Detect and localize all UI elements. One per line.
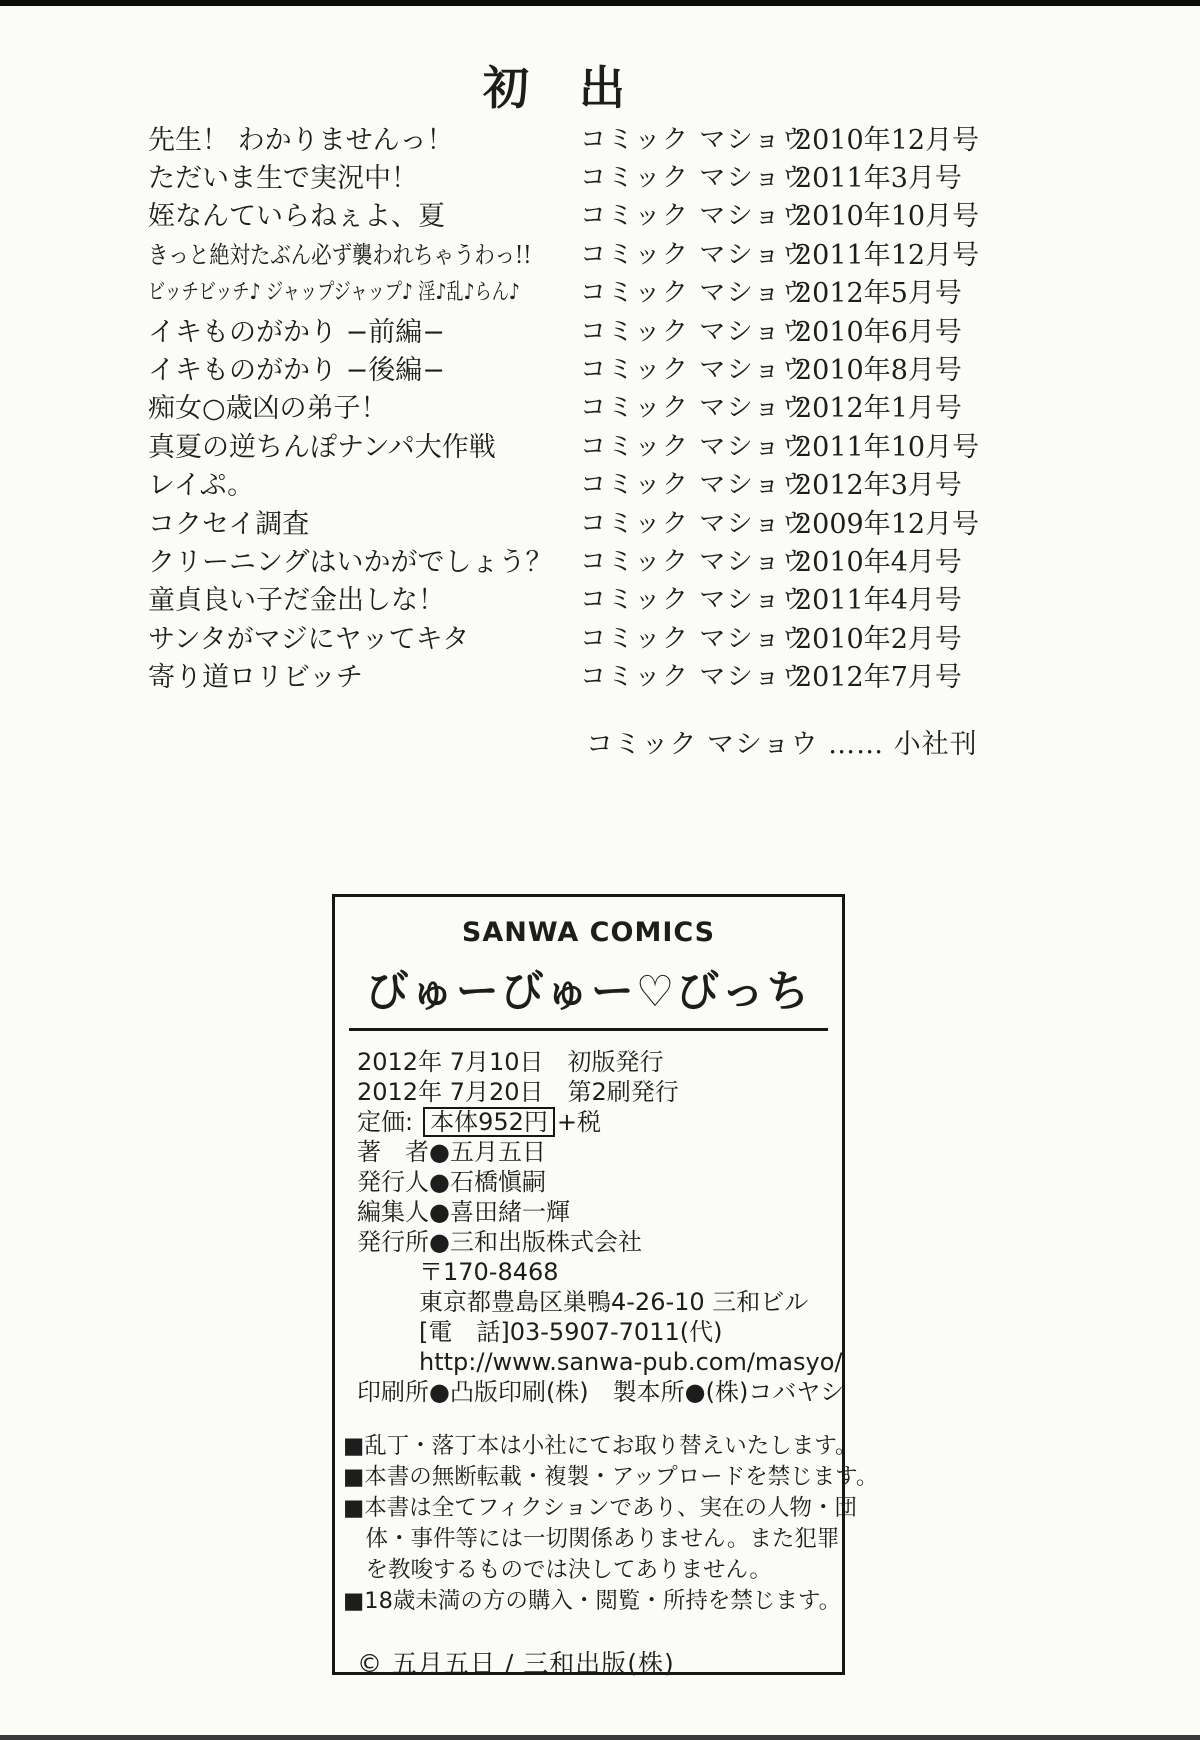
price-label: 定価: <box>357 1108 414 1136</box>
price-tax-suffix: +税 <box>556 1108 602 1136</box>
credit-bullet: ● <box>429 1228 450 1256</box>
notice-line: 体・事件等には一切関係ありません。また犯罪 <box>365 1526 840 1552</box>
publication-row <box>148 272 1028 310</box>
entry-magazine: コミック マショウ <box>580 623 809 654</box>
print-date-line: 2012年 7月20日 第2刷発行 <box>357 1078 679 1106</box>
entry-issue: 2012年5月号 <box>795 278 962 310</box>
entry-title: クリーニングはいかがでしょう？ <box>148 547 553 578</box>
entry-magazine: コミック マショウ <box>580 201 809 232</box>
entry-magazine: コミック マショウ <box>580 546 809 577</box>
publication-info <box>357 1047 845 1407</box>
publication-row <box>148 540 1028 578</box>
credit-role: 編集人 <box>357 1198 429 1226</box>
entry-title: イキものがかり −前編− <box>148 316 445 348</box>
title-underline <box>349 1028 828 1031</box>
notice <box>343 1462 879 1493</box>
credit-bullet: ● <box>429 1198 450 1226</box>
credit-bullet: ● <box>429 1168 450 1196</box>
publication-row <box>148 502 1028 540</box>
price-line <box>357 1107 834 1137</box>
address-line: [電 話]03-5907-7011(代) <box>419 1318 723 1346</box>
entry-issue: 2010年2月号 <box>795 623 962 655</box>
entry-title: ただいま生で実況中！ <box>148 163 418 195</box>
publisher-footnote: コミック マショウ …… 小社刊 <box>586 729 978 760</box>
notice <box>343 1493 858 1586</box>
entry-magazine: コミック マショウ <box>580 508 809 539</box>
entry-issue: 2010年12月号 <box>795 124 980 156</box>
entry-issue: 2012年1月号 <box>795 393 962 425</box>
entry-magazine: コミック マショウ <box>580 163 809 194</box>
entry-magazine: コミック マショウ <box>580 355 809 386</box>
entry-magazine: コミック マショウ <box>580 278 809 309</box>
price-amount-box: 本体952円 <box>423 1107 555 1137</box>
entry-issue: 2011年3月号 <box>795 163 962 195</box>
notice-line: ■本書は全てフィクションであり、実在の人物・団 <box>343 1495 858 1521</box>
notice <box>343 1586 842 1617</box>
sanwa-comics-label: SANWA COMICS <box>461 917 716 948</box>
credit-line <box>357 1197 834 1227</box>
entry-title: コクセイ調査 <box>148 508 310 540</box>
publication-row <box>148 310 1028 348</box>
entry-title: 姪なんていらねぇよ、夏 <box>148 201 445 233</box>
publication-row <box>148 425 1028 463</box>
entry-title: 童貞良い子だ金出しな！ <box>148 585 445 617</box>
colophon-box <box>332 894 879 1678</box>
legal-notices <box>343 1431 879 1617</box>
address-line: 〒170-8468 <box>419 1258 559 1286</box>
publication-row <box>148 464 1028 502</box>
credit-line <box>357 1137 834 1167</box>
entry-issue: 2011年4月号 <box>795 585 962 617</box>
notice-line: ■18歳未満の方の購入・閲覧・所持を禁じます。 <box>343 1588 842 1614</box>
publication-row <box>148 579 1028 617</box>
publication-row <box>148 233 1028 271</box>
page-bottom-edge <box>0 1735 1200 1740</box>
print-date-line: 2012年 7月10日 初版発行 <box>357 1048 664 1076</box>
credit-role: 発行人 <box>357 1168 429 1196</box>
first-publication-heading: 初 出 <box>483 61 627 115</box>
entry-magazine: コミック マショウ <box>580 124 809 155</box>
credit-name: 五月五日 <box>449 1138 546 1166</box>
entry-magazine: コミック マショウ <box>580 431 809 462</box>
credit-line <box>357 1227 834 1257</box>
entry-magazine: コミック マショウ <box>580 585 809 616</box>
notice-line: ■本書の無断転載・複製・アップロードを禁じます。 <box>343 1464 879 1490</box>
publication-row <box>148 655 1028 693</box>
entry-issue: 2009年12月号 <box>795 508 980 540</box>
address-line: http://www.sanwa-pub.com/masyo/ <box>419 1348 843 1376</box>
notice-line: ■乱丁・落丁本は小社にてお取り替えいたします。 <box>343 1433 858 1459</box>
credit-bullet: ● <box>429 1138 450 1166</box>
entry-issue: 2012年3月号 <box>795 470 962 502</box>
entry-title: レイぷ。 <box>148 470 255 502</box>
entry-magazine: コミック マショウ <box>580 316 809 347</box>
page-top-edge <box>0 0 1200 6</box>
publication-row <box>148 617 1028 655</box>
notice <box>343 1431 858 1462</box>
credit-name: 喜田緒一輝 <box>449 1198 570 1226</box>
entry-issue: 2010年6月号 <box>795 316 962 348</box>
printer-line: 印刷所●凸版印刷(株) 製本所●(株)コバヤシ <box>357 1378 845 1406</box>
copyright-line: © 五月五日 / 三和出版(株) <box>357 1649 675 1678</box>
entry-title: 寄り道ロリビッチ <box>148 662 363 694</box>
publisher-address <box>357 1257 843 1377</box>
entry-issue: 2010年10月号 <box>795 201 980 233</box>
publication-row <box>148 195 1028 233</box>
entry-title: 先生！ わかりませんっ！ <box>148 124 454 156</box>
notice-line: を教唆するものでは決してありません。 <box>365 1557 772 1583</box>
entry-title: 真夏の逆ちんぽナンパ大作戦 <box>148 431 496 463</box>
publication-row <box>148 348 1028 386</box>
book-title: びゅーびゅー♡びっち <box>365 967 812 1017</box>
publication-row <box>148 156 1028 194</box>
entry-magazine: コミック マショウ <box>580 470 809 501</box>
credit-line <box>357 1167 834 1197</box>
entry-magazine: コミック マショウ <box>580 393 809 424</box>
credit-name: 石橋愼嗣 <box>449 1168 546 1196</box>
entry-title: ビッチビッチ♪ ジャップジャップ♪ 淫♪乱♪らん♪ <box>148 280 520 306</box>
entry-title: イキものがかり −後編− <box>148 355 445 387</box>
credit-role: 発行所 <box>357 1228 429 1256</box>
entry-issue: 2011年10月号 <box>795 431 980 463</box>
entry-title: サンタがマジにヤッてキタ <box>148 623 470 655</box>
entry-magazine: コミック マショウ <box>580 662 809 693</box>
credit-role: 著 者 <box>357 1138 429 1166</box>
entry-issue: 2010年4月号 <box>795 547 962 578</box>
entry-issue: 2012年7月号 <box>795 662 962 694</box>
credits <box>357 1137 834 1257</box>
publication-row <box>148 387 1028 425</box>
entry-magazine: コミック マショウ <box>580 239 809 270</box>
entry-issue: 2011年12月号 <box>795 239 980 271</box>
publication-row <box>148 118 1028 156</box>
address-line: 東京都豊島区巣鴨4-26-10 三和ビル <box>419 1288 809 1316</box>
entry-issue: 2010年8月号 <box>795 355 962 387</box>
entry-title: きっと絶対たぶん必ず襲われちゃうわっ!! <box>148 240 532 269</box>
print-dates <box>357 1047 834 1107</box>
credit-name: 三和出版株式会社 <box>449 1228 642 1256</box>
publication-list <box>148 118 1028 694</box>
entry-title: 痴女○歳凶の弟子！ <box>148 393 388 425</box>
